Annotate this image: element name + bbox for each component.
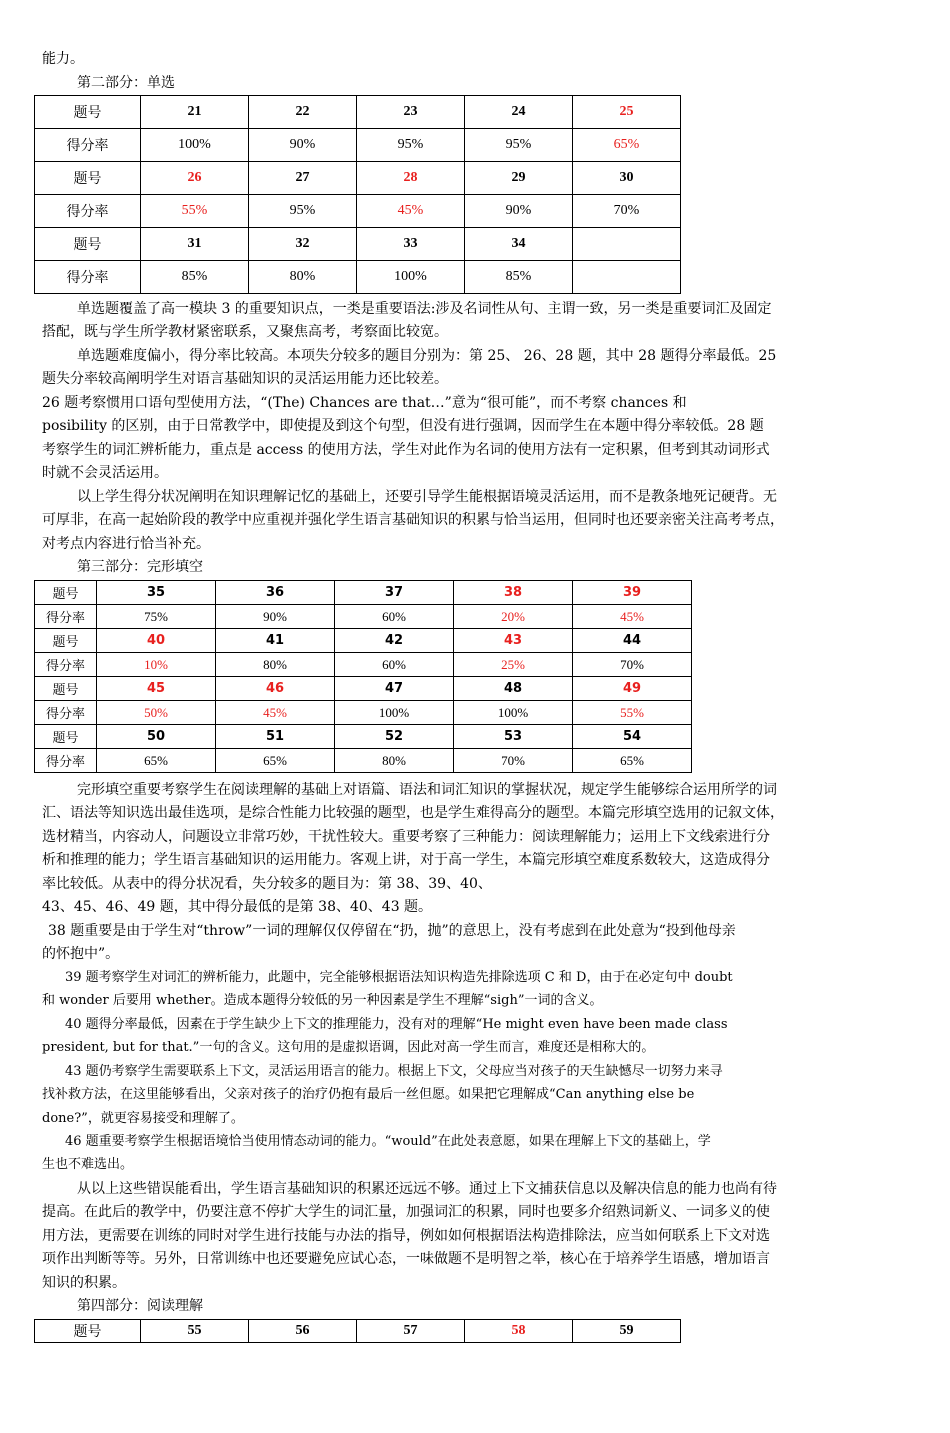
question-number-cell: 54 — [573, 725, 692, 749]
score-rate-row — [35, 605, 692, 629]
paragraph-line: 知识的积累。 — [42, 1275, 126, 1291]
score-rate-cell: 85% — [141, 261, 249, 294]
question-number-cell: 21 — [141, 96, 249, 129]
score-rate-cell: 55% — [141, 195, 249, 228]
row-label: 题号 — [35, 162, 141, 195]
question-number-row — [35, 228, 681, 261]
paragraph-line: 单选题覆盖了高一模块 3 的重要知识点，一类是重要语法:涉及名词性从句、主谓一致，另一类是重要词汇及固定 — [77, 301, 772, 317]
score-rate-cell: 80% — [249, 261, 357, 294]
score-rate-cell: 100% — [335, 701, 454, 725]
question-number-cell: 34 — [465, 228, 573, 261]
question-number-row — [35, 725, 692, 749]
paragraph-line: 时就不会灵活运用。 — [42, 465, 168, 481]
paragraph-line: 考察学生的词汇辨析能力，重点是 access 的使用方法，学生对此作为名词的使用方法有一定积累，但考到其动词形式 — [42, 442, 770, 458]
paragraph-line: 提高。在此后的教学中，仍要注意不停扩大学生的词汇量，加强词汇的积累，同时也要多介绍熟词新义、一词多义的使 — [42, 1204, 770, 1220]
paragraph-line: 找补救方法，在这里能够看出，父亲对孩子的治疗仍抱有最后一丝但愿。如果把它理解成“Can anything else be — [42, 1087, 695, 1102]
question-number-cell: 50 — [97, 725, 216, 749]
section-heading: 第二部分：单选 — [77, 75, 175, 91]
question-number-cell: 36 — [216, 581, 335, 605]
score-rate-cell: 80% — [335, 749, 454, 773]
score-rate-cell: 100% — [141, 129, 249, 162]
score-rate-cell: 20% — [454, 605, 573, 629]
paragraph-line: 46 题重要考察学生根据语境恰当使用情态动词的能力。“would”在此处表意愿，如果在理解上下文的基础上，学 — [65, 1134, 711, 1149]
paragraph-line: 26 题考察惯用口语句型使用方法，“(The) Chances are that…”意为“很可能”，而不考察 chances 和 — [42, 395, 687, 411]
score-rate-cell: 10% — [97, 653, 216, 677]
paragraph-line: 40 题得分率最低，因素在于学生缺少上下文的推理能力，没有对的理解“He might even have been made class — [65, 1017, 728, 1032]
single-choice-score-table — [34, 95, 681, 294]
question-number-cell: 52 — [335, 725, 454, 749]
text-line: 能力。 — [42, 51, 84, 67]
question-number-cell: 57 — [357, 1320, 465, 1343]
question-number-cell: 24 — [465, 96, 573, 129]
score-rate-cell: 90% — [216, 605, 335, 629]
score-rate-cell: 85% — [465, 261, 573, 294]
row-label: 得分率 — [35, 195, 141, 228]
question-number-cell: 41 — [216, 629, 335, 653]
row-label: 题号 — [35, 581, 97, 605]
paragraph-line: 析和推理的能力；学生语言基础知识的运用能力。客观上讲，对于高一学生，本篇完形填空难度系数较大，这造成得分 — [42, 852, 770, 868]
score-rate-row — [35, 749, 692, 773]
score-rate-cell: 70% — [573, 653, 692, 677]
question-number-row — [35, 96, 681, 129]
question-number-row — [35, 162, 681, 195]
score-rate-cell: 90% — [465, 195, 573, 228]
question-number-cell: 28 — [357, 162, 465, 195]
paragraph-line: 单选题难度偏小，得分率比较高。本项失分较多的题目分别为：第 25、 26、28 题，其中 28 题得分率最低。25 — [77, 348, 777, 364]
paragraph-line: 完形填空重要考察学生在阅读理解的基础上对语篇、语法和词汇知识的掌握状况，规定学生能够综合运用所学的词 — [77, 782, 777, 798]
question-number-cell: 23 — [357, 96, 465, 129]
question-number-cell: 49 — [573, 677, 692, 701]
score-rate-cell: 55% — [573, 701, 692, 725]
row-label: 题号 — [35, 677, 97, 701]
score-rate-cell: 95% — [249, 195, 357, 228]
question-number-cell: 53 — [454, 725, 573, 749]
question-number-cell: 58 — [465, 1320, 573, 1343]
section-heading: 第四部分：阅读理解 — [77, 1298, 203, 1314]
question-number-cell: 32 — [249, 228, 357, 261]
paragraph-line: 和 wonder 后要用 whether。造成本题得分较低的另一种因素是学生不理解“sigh”一词的含义。 — [42, 993, 603, 1008]
question-number-cell: 47 — [335, 677, 454, 701]
score-rate-row — [35, 701, 692, 725]
score-rate-cell: 65% — [573, 129, 681, 162]
question-number-cell: 56 — [249, 1320, 357, 1343]
score-rate-cell: 70% — [454, 749, 573, 773]
question-number-cell: 22 — [249, 96, 357, 129]
paragraph-line: 43 题仍考察学生需要联系上下文，灵活运用语言的能力。根据上下文，父母应当对孩子的天生缺憾尽一切努力来寻 — [65, 1064, 723, 1079]
row-label: 题号 — [35, 629, 97, 653]
question-number-cell: 55 — [141, 1320, 249, 1343]
row-label: 题号 — [35, 725, 97, 749]
section-heading: 第三部分：完形填空 — [77, 559, 203, 575]
score-rate-cell: 45% — [573, 605, 692, 629]
score-rate-cell: 65% — [216, 749, 335, 773]
score-rate-row — [35, 653, 692, 677]
score-rate-cell: 45% — [357, 195, 465, 228]
paragraph-line: 38 题重要是由于学生对“throw”一词的理解仅仅停留在“扔，抛”的意思上，没有考虑到在此处意为“投到他母亲 — [48, 923, 736, 939]
question-number-row — [35, 1320, 681, 1343]
score-rate-cell: 25% — [454, 653, 573, 677]
row-label: 得分率 — [35, 749, 97, 773]
paragraph-line: 汇、语法等知识选出最佳选项，是综合性能力比较强的题型，也是学生难得高分的题型。本篇完形填空选用的记叙文体， — [42, 805, 784, 821]
question-number-row — [35, 677, 692, 701]
question-number-cell: 30 — [573, 162, 681, 195]
paragraph-line: done?”，就更容易接受和理解了。 — [42, 1111, 244, 1126]
score-rate-cell: 95% — [465, 129, 573, 162]
score-rate-cell: 65% — [97, 749, 216, 773]
paragraph-line: 用方法，更需要在训练的同时对学生进行技能与办法的指导，例如如何根据语法构造排除法，应当如何联系上下文对选 — [42, 1228, 770, 1244]
row-label: 得分率 — [35, 653, 97, 677]
question-number-cell: 43 — [454, 629, 573, 653]
question-number-cell: 59 — [573, 1320, 681, 1343]
question-number-cell: 46 — [216, 677, 335, 701]
score-rate-row — [35, 195, 681, 228]
question-number-cell: 33 — [357, 228, 465, 261]
question-number-cell — [573, 228, 681, 261]
question-number-cell: 35 — [97, 581, 216, 605]
question-number-cell: 48 — [454, 677, 573, 701]
score-rate-cell: 95% — [357, 129, 465, 162]
paragraph-line: 39 题考察学生对词汇的辨析能力，此题中，完全能够根据语法知识构造先排除选项 C 和 D，由于在必定句中 doubt — [65, 970, 733, 985]
question-number-cell: 26 — [141, 162, 249, 195]
row-label: 得分率 — [35, 129, 141, 162]
question-number-cell: 25 — [573, 96, 681, 129]
row-label: 得分率 — [35, 261, 141, 294]
score-rate-cell: 50% — [97, 701, 216, 725]
score-rate-cell — [573, 261, 681, 294]
score-rate-cell: 45% — [216, 701, 335, 725]
paragraph-line: 对考点内容进行恰当补充。 — [42, 536, 210, 552]
paragraph-line: 可厚非，在高一起始阶段的教学中应重视并强化学生语言基础知识的积累与恰当运用，但同时也还要亲密关注高考考点， — [42, 512, 784, 528]
paragraph-line: posibility 的区别，由于日常教学中，即使提及到这个句型，但没有进行强调，因而学生在本题中得分率较低。28 题 — [42, 418, 764, 434]
score-rate-cell: 60% — [335, 653, 454, 677]
question-number-row — [35, 581, 692, 605]
paragraph-line: 生也不难选出。 — [42, 1157, 134, 1172]
row-label: 得分率 — [35, 605, 97, 629]
question-number-cell: 40 — [97, 629, 216, 653]
score-rate-cell: 100% — [357, 261, 465, 294]
score-rate-cell: 60% — [335, 605, 454, 629]
paragraph-line: 43、45、46、49 题，其中得分最低的是第 38、40、43 题。 — [42, 899, 433, 915]
question-number-cell: 31 — [141, 228, 249, 261]
score-rate-cell: 75% — [97, 605, 216, 629]
paragraph-line: 的怀抱中”。 — [42, 946, 120, 962]
question-number-cell: 27 — [249, 162, 357, 195]
score-rate-cell: 100% — [454, 701, 573, 725]
row-label: 题号 — [35, 96, 141, 129]
score-rate-row — [35, 261, 681, 294]
paragraph-line: 率比较低。从表中的得分状况看，失分较多的题目为：第 38、39、40、 — [42, 876, 492, 892]
row-label: 题号 — [35, 228, 141, 261]
score-rate-cell: 90% — [249, 129, 357, 162]
score-rate-cell: 70% — [573, 195, 681, 228]
paragraph-line: 选材精当，内容动人，问题设立非常巧妙，干扰性较大。重要考察了三种能力：阅读理解能力；运用上下文线索进行分 — [42, 829, 770, 845]
question-number-cell: 51 — [216, 725, 335, 749]
score-rate-row — [35, 129, 681, 162]
question-number-cell: 37 — [335, 581, 454, 605]
paragraph-line: 题失分率较高阐明学生对语言基础知识的灵活运用能力还比较差。 — [42, 371, 448, 387]
question-number-cell: 45 — [97, 677, 216, 701]
paragraph-line: president, but for that.”一句的含义。这句用的是虚拟语调，因此对高一学生而言，难度还是相称大的。 — [42, 1040, 655, 1055]
question-number-cell: 42 — [335, 629, 454, 653]
reading-score-table — [34, 1319, 681, 1343]
question-number-cell: 39 — [573, 581, 692, 605]
cloze-score-table — [34, 580, 692, 773]
row-label: 题号 — [35, 1320, 141, 1343]
score-rate-cell: 80% — [216, 653, 335, 677]
question-number-cell: 38 — [454, 581, 573, 605]
paragraph-line: 从以上这些错误能看出，学生语言基础知识的积累还远远不够。通过上下文捕获信息以及解决信息的能力也尚有待 — [77, 1181, 777, 1197]
row-label: 得分率 — [35, 701, 97, 725]
paragraph-line: 项作出判断等等。另外，日常训练中也还要避免应试心态，一味做题不是明智之举，核心在于培养学生语感，增加语言 — [42, 1251, 770, 1267]
paragraph-line: 搭配，既与学生所学教材紧密联系，又聚焦高考，考察面比较宽。 — [42, 324, 448, 340]
question-number-row — [35, 629, 692, 653]
score-rate-cell: 65% — [573, 749, 692, 773]
paragraph-line: 以上学生得分状况阐明在知识理解记忆的基础上，还要引导学生能根据语境灵活运用，而不是教条地死记硬背。无 — [77, 489, 777, 505]
question-number-cell: 44 — [573, 629, 692, 653]
question-number-cell: 29 — [465, 162, 573, 195]
